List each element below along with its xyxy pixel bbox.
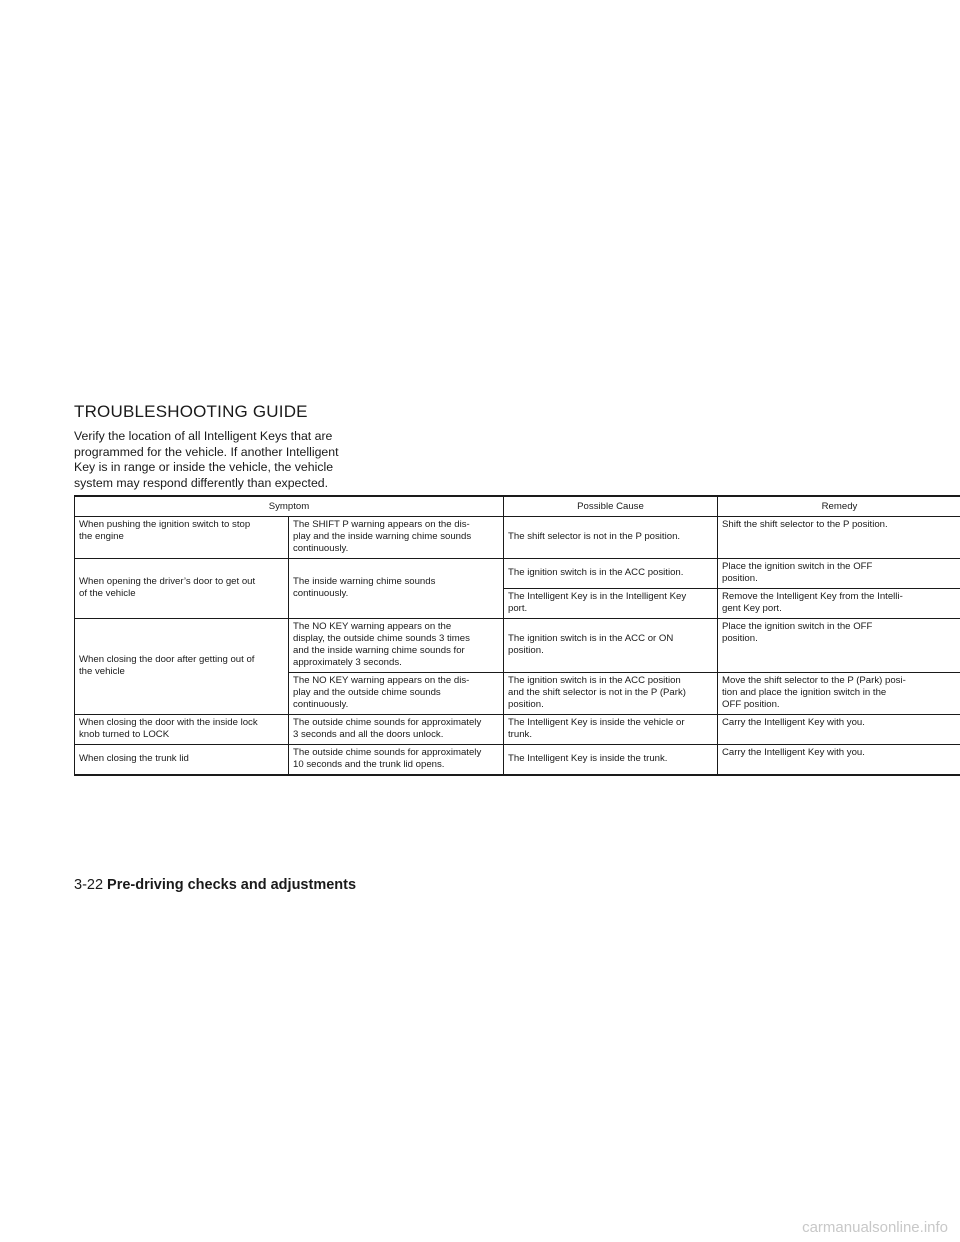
cause-cell — [504, 559, 718, 589]
remedy-cell — [718, 589, 960, 619]
remedy-cell — [718, 559, 960, 589]
table-row — [75, 517, 960, 559]
cell-line: The shift selector is not in the P position. — [508, 531, 681, 542]
condition-cell — [289, 559, 504, 619]
table-row — [75, 619, 960, 673]
footer-section-name: Pre-driving checks and adjustments — [107, 877, 357, 893]
cell-line: 10 seconds and the trunk lid opens. — [293, 759, 445, 770]
cell-line: continuously. — [293, 699, 349, 710]
cell-line: the vehicle — [79, 666, 125, 677]
remedy-cell — [718, 517, 960, 559]
symptom-cell — [75, 745, 289, 776]
cell-line: play and the inside warning chime sounds — [293, 531, 472, 542]
symptom-cell — [75, 517, 289, 559]
remedy-cell — [718, 715, 960, 745]
section-title: TROUBLESHOOTING GUIDE — [74, 402, 308, 421]
cell-line: continuously. — [293, 543, 349, 554]
cell-line: port. — [508, 603, 528, 614]
header-symptom: Symptom — [75, 496, 504, 517]
condition-cell — [289, 619, 504, 673]
cell-line: position. — [722, 573, 758, 584]
cell-line: When closing the door with the inside lock — [79, 717, 258, 728]
cell-line: display, the outside chime sounds 3 times — [293, 633, 470, 644]
cell-line: When closing the door after getting out of — [79, 654, 255, 665]
cell-line: of the vehicle — [79, 588, 136, 599]
cell-line: trunk. — [508, 729, 532, 740]
cell-line: approximately 3 seconds. — [293, 657, 402, 668]
intro-line: Verify the location of all Intelligent Keys that are — [74, 429, 333, 443]
cell-line: continuously. — [293, 588, 349, 599]
remedy-cell — [718, 745, 960, 776]
cell-line: The ignition switch is in the ACC position. — [508, 567, 684, 578]
page-footer — [74, 877, 356, 893]
header-possible-cause: Possible Cause — [504, 496, 718, 517]
cell-line: Carry the Intelligent Key with you. — [722, 747, 865, 758]
cause-cell — [504, 745, 718, 776]
cell-line: The NO KEY warning appears on the dis- — [293, 675, 470, 686]
cell-line: gent Key port. — [722, 603, 782, 614]
watermark: carmanualsonline.info — [802, 1219, 948, 1236]
cell-line: 3 seconds and all the doors unlock. — [293, 729, 444, 740]
condition-cell — [289, 673, 504, 715]
cell-line: position. — [508, 699, 544, 710]
cause-cell — [504, 715, 718, 745]
cause-cell — [504, 673, 718, 715]
intro-line: programmed for the vehicle. If another Intelligent — [74, 444, 339, 459]
table-row — [75, 745, 960, 776]
cell-line: The ignition switch is in the ACC or ON — [508, 633, 674, 644]
cause-cell — [504, 517, 718, 559]
cell-line: The outside chime sounds for approximately — [293, 717, 482, 728]
symptom-cell — [75, 559, 289, 619]
cell-line: The ignition switch is in the ACC position — [508, 675, 681, 686]
cell-line: position. — [508, 645, 544, 656]
cell-line: OFF position. — [722, 699, 780, 710]
condition-cell — [289, 517, 504, 559]
intro-paragraph — [74, 429, 364, 491]
intro-line: system may respond differently than expected. — [74, 475, 329, 490]
cell-line: Move the shift selector to the P (Park) posi- — [722, 675, 906, 686]
page-number: 3-22 — [74, 877, 104, 893]
cell-line: The Intelligent Key is inside the vehicle or — [508, 717, 685, 728]
cell-line: and the inside warning chime sounds for — [293, 645, 465, 656]
cell-line: When closing the trunk lid — [79, 753, 189, 764]
symptom-cell — [75, 715, 289, 745]
remedy-cell — [718, 673, 960, 715]
cell-line: Remove the Intelligent Key from the Intelli- — [722, 591, 903, 602]
cell-line: Carry the Intelligent Key with you. — [722, 717, 865, 728]
table-row — [75, 715, 960, 745]
header-remedy: Remedy — [718, 496, 960, 517]
cell-line: The inside warning chime sounds — [293, 576, 436, 587]
cell-line: position. — [722, 633, 758, 644]
cell-line: The Intelligent Key is in the Intelligent Key — [508, 591, 687, 602]
cell-line: Shift the shift selector to the P position. — [722, 519, 888, 530]
cause-cell — [504, 619, 718, 673]
cell-line: Place the ignition switch in the OFF — [722, 621, 873, 632]
cell-line: The NO KEY warning appears on the — [293, 621, 452, 632]
cell-line: the engine — [79, 531, 124, 542]
cell-line: and the shift selector is not in the P (Park) — [508, 687, 686, 698]
troubleshooting-table — [74, 495, 960, 776]
intro-line: Key is in range or inside the vehicle, the vehicle — [74, 460, 334, 474]
cell-line: The outside chime sounds for approximately — [293, 747, 482, 758]
symptom-cell — [75, 619, 289, 715]
cell-line: The Intelligent Key is inside the trunk. — [508, 753, 668, 764]
remedy-cell — [718, 619, 960, 673]
table-row — [75, 559, 960, 589]
cause-cell — [504, 589, 718, 619]
cell-line: play and the outside chime sounds — [293, 687, 441, 698]
cell-line: knob turned to LOCK — [79, 729, 170, 740]
cell-line: tion and place the ignition switch in the — [722, 687, 887, 698]
cell-line: When opening the driver’s door to get out — [79, 576, 256, 587]
cell-line: When pushing the ignition switch to stop — [79, 519, 251, 530]
cell-line: The SHIFT P warning appears on the dis- — [293, 519, 470, 530]
cell-line: Place the ignition switch in the OFF — [722, 561, 873, 572]
table-header-row — [75, 496, 960, 517]
condition-cell — [289, 715, 504, 745]
condition-cell — [289, 745, 504, 776]
